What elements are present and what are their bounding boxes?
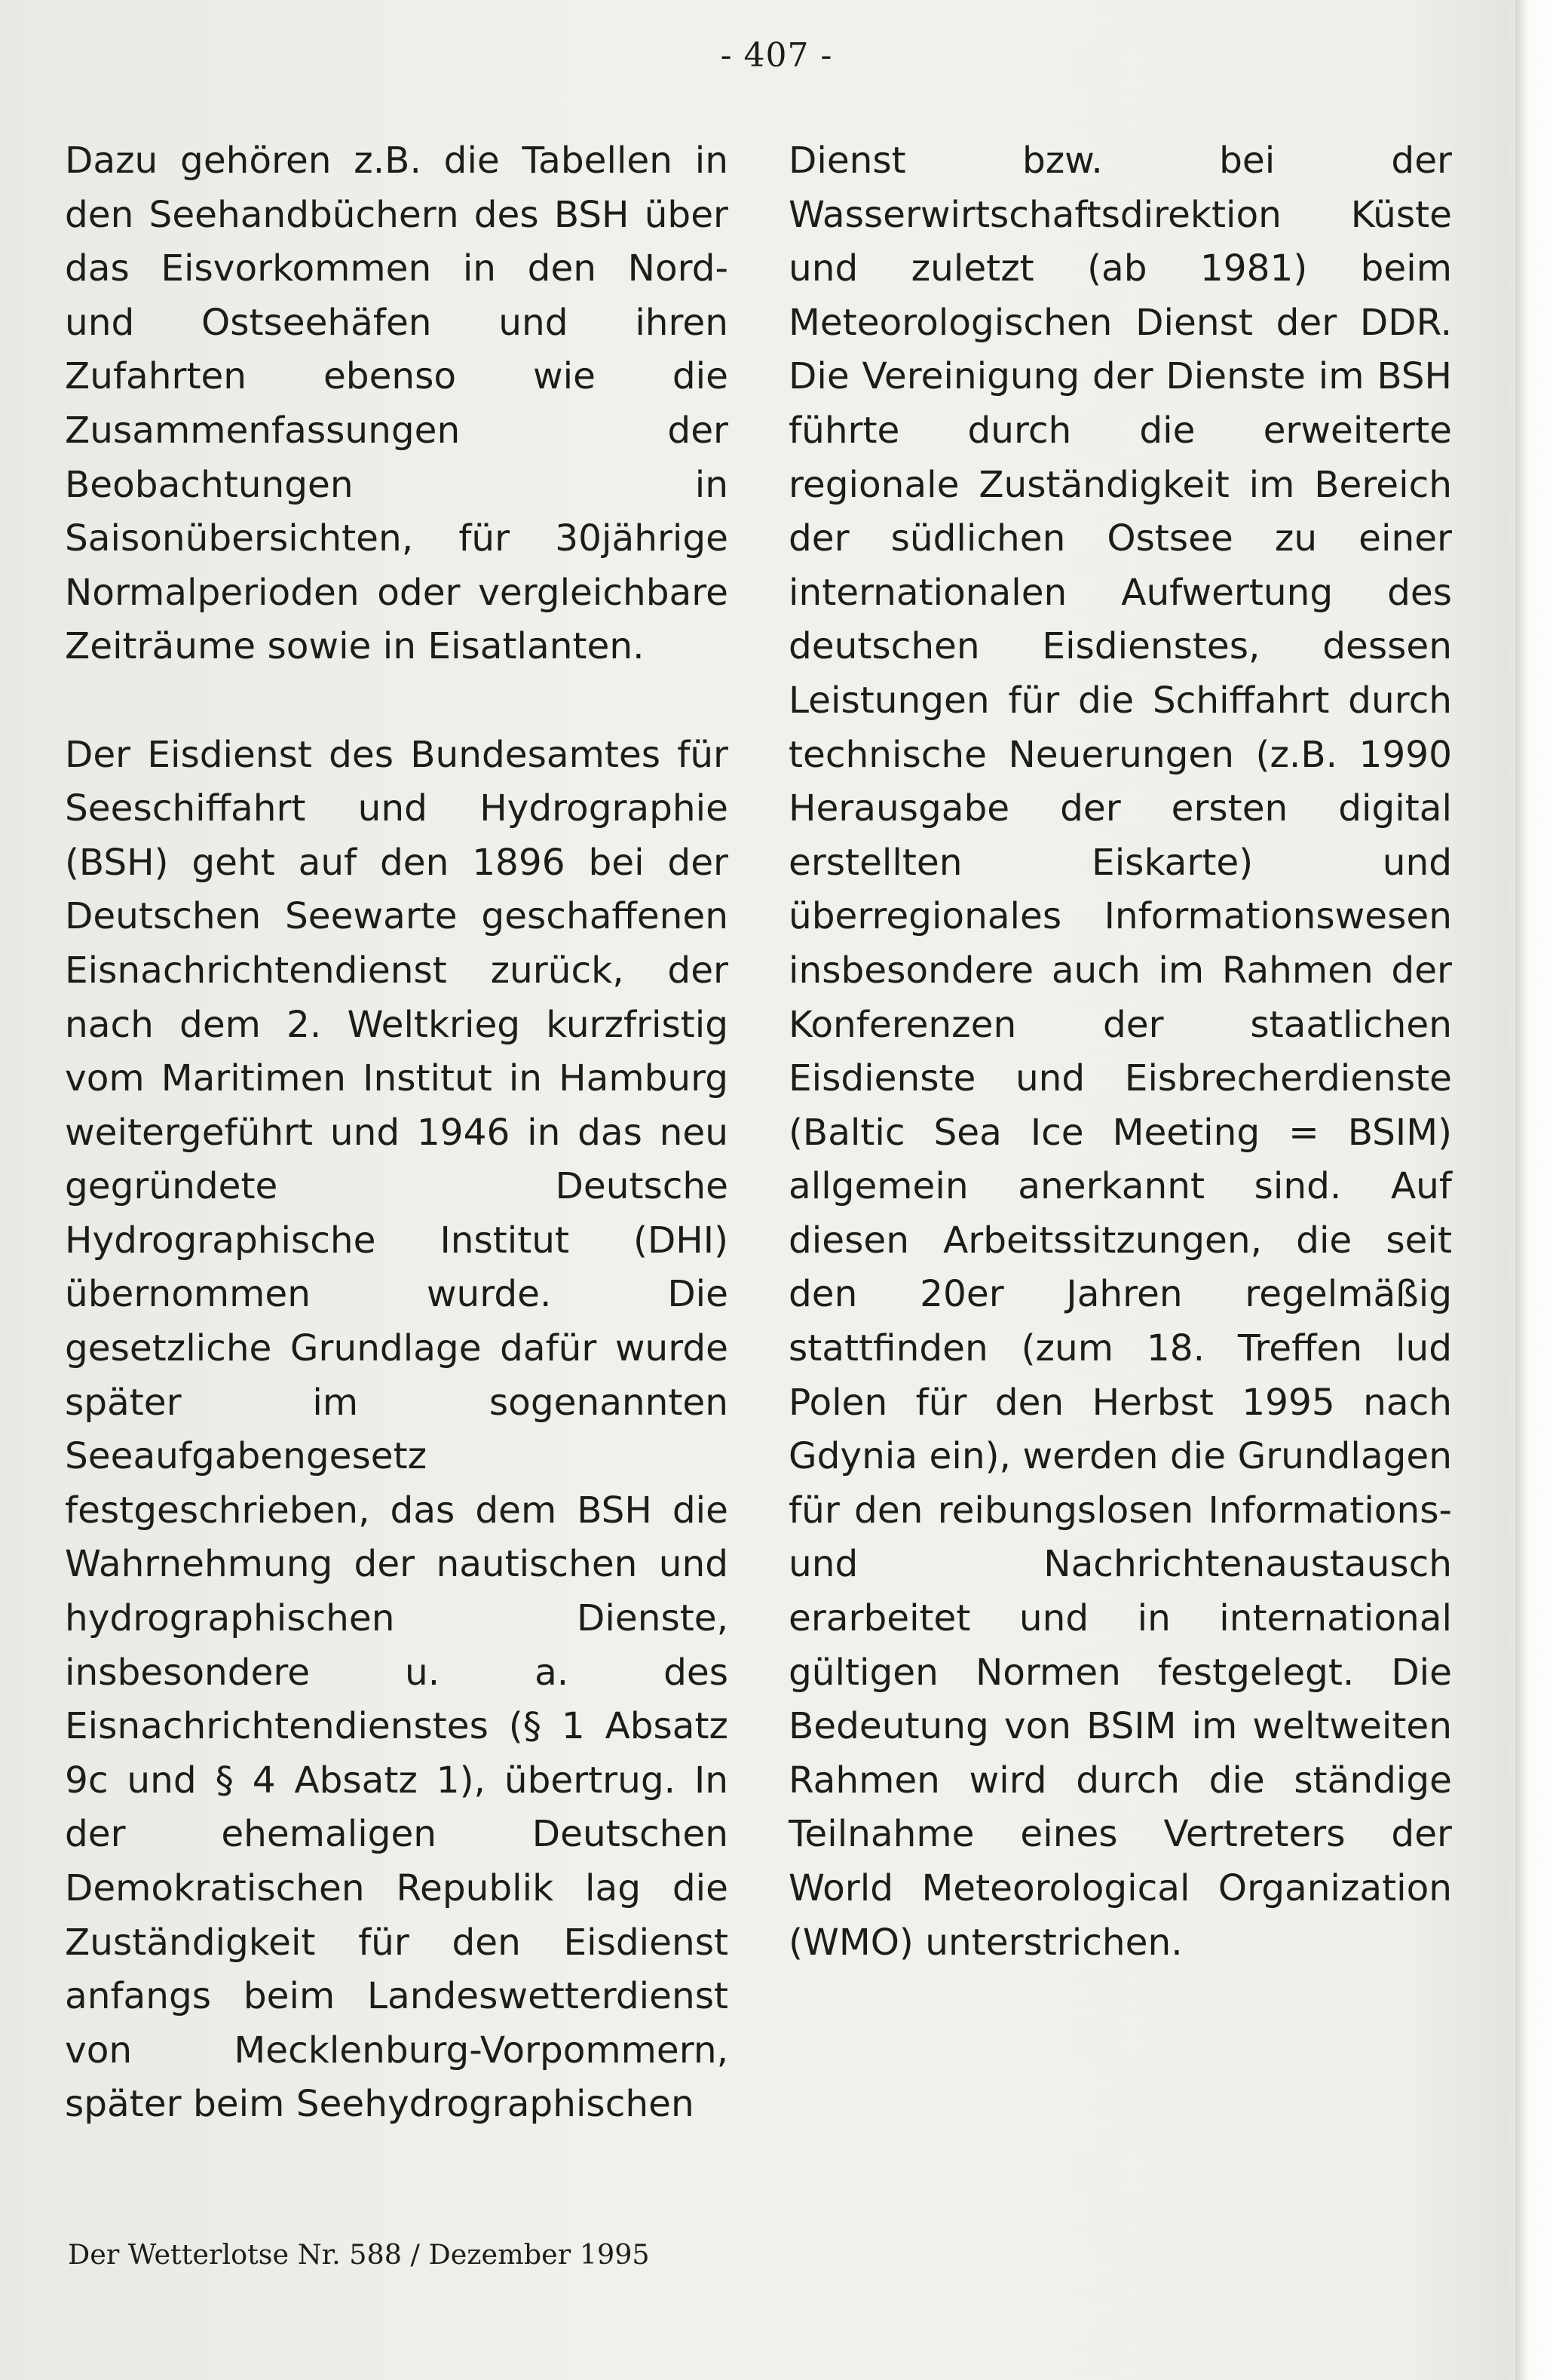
left-column — [65, 134, 728, 2132]
page-number: - 407 - — [720, 36, 833, 75]
right-column — [789, 134, 1452, 1970]
page-footer: Der Wetterlotse Nr. 588 / Dezember 1995 — [68, 2238, 650, 2271]
paragraph: Dazu gehören z.B. die Tabellen in den Seehandbüchern des BSH über das Eisvorkommen in den Nord- und Ostseehäfen und ihren Zufahrten ebenso wie die Zusammenfassungen der Beobachtungen in Saisonübersichten, für 30jährige Normalperioden oder vergleichbare Zeiträume sowie in Eisatlanten. — [65, 140, 728, 668]
page-edge — [1515, 0, 1553, 2380]
paragraph: Der Eisdienst des Bundesamtes für Seeschiffahrt und Hydrographie (BSH) geht auf den 1896 bei der Deutschen Seewarte geschaffenen Eisnachrichtendienst zurück, der nach dem 2. Weltkrieg kurzfristig vom Maritimen Institut in Hamburg weitergeführt und 1946 in das neu gegründete Deutsche Hydrographische Institut (DHI) übernommen wurde. Die gesetzliche Grundlage dafür wurde später im sogenannten Seeaufgabengesetz festgeschrieben, das dem BSH die Wahrnehmung der nautischen und hydrographischen Dienste, insbesondere u. a. des Eisnachrichtendienstes (§ 1 Absatz 9c und § 4 Absatz 1), übertrug. In der ehemaligen Deutschen Demokratischen Republik lag die Zuständigkeit für den Eisdienst anfangs beim Landeswetterdienst von Mecklenburg-Vorpommern, später beim Seehydrographischen — [65, 733, 728, 2126]
paragraph: Dienst bzw. bei der Wasserwirtschaftsdirektion Küste und zuletzt (ab 1981) beim Meteorologischen Dienst der DDR. Die Vereinigung der Dienste im BSH führte durch die erweiterte regionale Zuständigkeit im Bereich der südlichen Ostsee zu einer internationalen Aufwertung des deutschen Eisdienstes, dessen Leistungen für die Schiffahrt durch technische Neuerungen (z.B. 1990 Herausgabe der ersten digital erstellten Eiskarte) und überregionales Informationswesen insbesondere auch im Rahmen der Konferenzen der staatlichen Eisdienste und Eisbrecherdienste (Baltic Sea Ice Meeting = BSIM) allgemein anerkannt sind. Auf diesen Arbeitssitzungen, die seit den 20er Jahren regelmäßig stattfinden (zum 18. Treffen lud Polen für den Herbst 1995 nach Gdynia ein), werden die Grundlagen für den reibungslosen Informations- und Nachrichtenaustausch erarbeitet und in international gültigen Normen festgelegt. Die Bedeutung von BSIM im weltweiten Rahmen wird durch die ständige Teilnahme eines Vertreters der World Meteorological Organization (WMO) unterstrichen. — [789, 140, 1452, 1964]
